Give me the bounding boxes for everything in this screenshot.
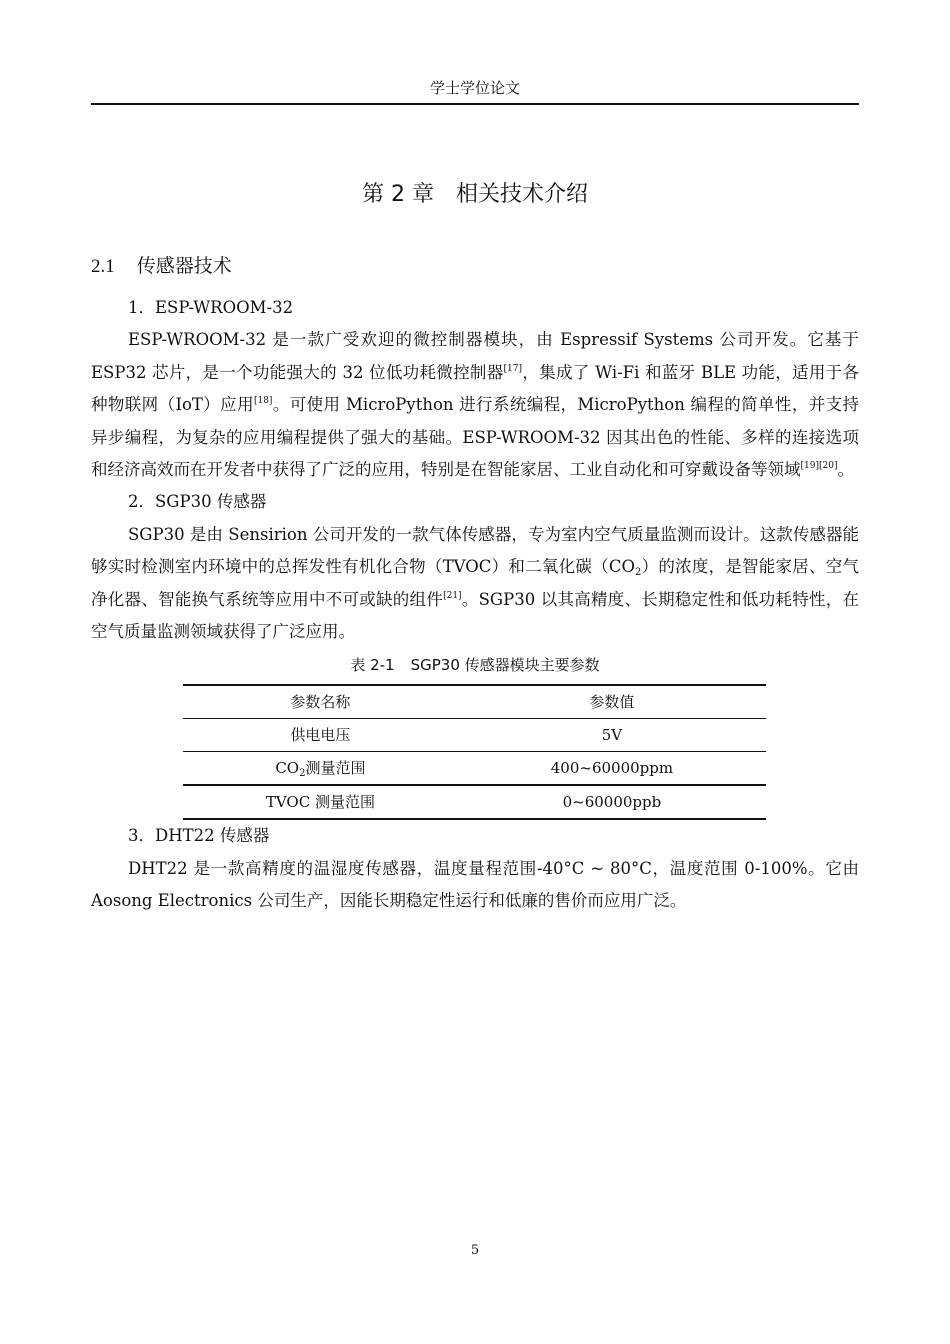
table-row [183,752,766,786]
section-number: 2.1 [91,256,115,277]
column-header: 参数名称 [183,685,458,719]
chapter-title [91,180,859,210]
table-caption: 表 2-1 SGP30 传感器模块主要参数 [350,656,600,675]
chapter-name: 相关技术介绍 [455,182,588,207]
citation: [19][20] [800,461,838,472]
param-name: 供电电压 [183,719,458,752]
param-name: TVOC 测量范围 [183,785,458,819]
item-heading-esp: 1．ESP-WROOM-32 [128,298,294,317]
param-value: 5V [458,719,766,752]
table-header-row [183,685,766,719]
header-rule [91,103,859,105]
page-number: 5 [470,1243,480,1258]
parameter-table [183,684,766,820]
citation: [21] [443,590,462,601]
paragraph-esp: ESP-WROOM-32 是一款广受欢迎的微控制器模块，由 Espressif Systems 公司开发。它基于 ESP32 芯片，是一个功能强大的 32 位低功耗微控制器[17]，集成了 Wi-Fi 和蓝牙 BLE 功能，适用于各种物联网（IoT）应用[18]。可使用 MicroPython 进行系统编程，MicroPython 编程的简单性，并支持异步编程，为复杂的应用编程提供了强大的基础。ESP-WROOM-32 因其出色的性能、多样的连接选项和经济高效而在开发者中获得了广泛的应用，特别是在智能家居、工业自动化和可穿戴设备等领域[19][20]。 [91,330,859,480]
table-block [91,652,859,820]
param-value: 0~60000ppb [458,785,766,819]
paragraph-sgp30: SGP30 是由 Sensirion 公司开发的一款气体传感器，专为室内空气质量监测而设计。这款传感器能够实时检测室内环境中的总挥发性有机化合物（TVOC）和二氧化碳$(CO_2)$的浓度，是智能家居、空气净化器、智能换气系统等应用中不可或缺的组件[21]。SGP30 以其高精度、长期稳定性和低功耗特性，在空气质量监测领域获得了广泛应用。 [91,524,860,642]
param-name: $CO_2$测量范围 [183,752,458,786]
body-content [91,292,859,918]
item-heading-dht22: 3．DHT22 传感器 [128,826,270,846]
section-name: 传感器技术 [136,255,232,277]
table-row [183,785,766,819]
paragraph-dht22: DHT22 是一款高精度的温湿度传感器，温度量程范围-40°C ~ 80°C，温度范围 0-100%。它由 Aosong Electronics 公司生产，因能长期稳定性运行和低廉的售价而应用广泛。 [91,858,859,911]
column-header: 参数值 [458,685,766,719]
citation: [18] [253,396,273,407]
item-heading-sgp30: 2．SGP30 传感器 [128,492,267,512]
section-title [91,252,232,281]
table-row [183,719,766,752]
running-header: 学士学位论文 [429,79,520,97]
citation: [17] [503,363,523,374]
param-value: 400~60000ppm [458,752,766,786]
chapter-number: 第 2 章 [362,182,434,207]
